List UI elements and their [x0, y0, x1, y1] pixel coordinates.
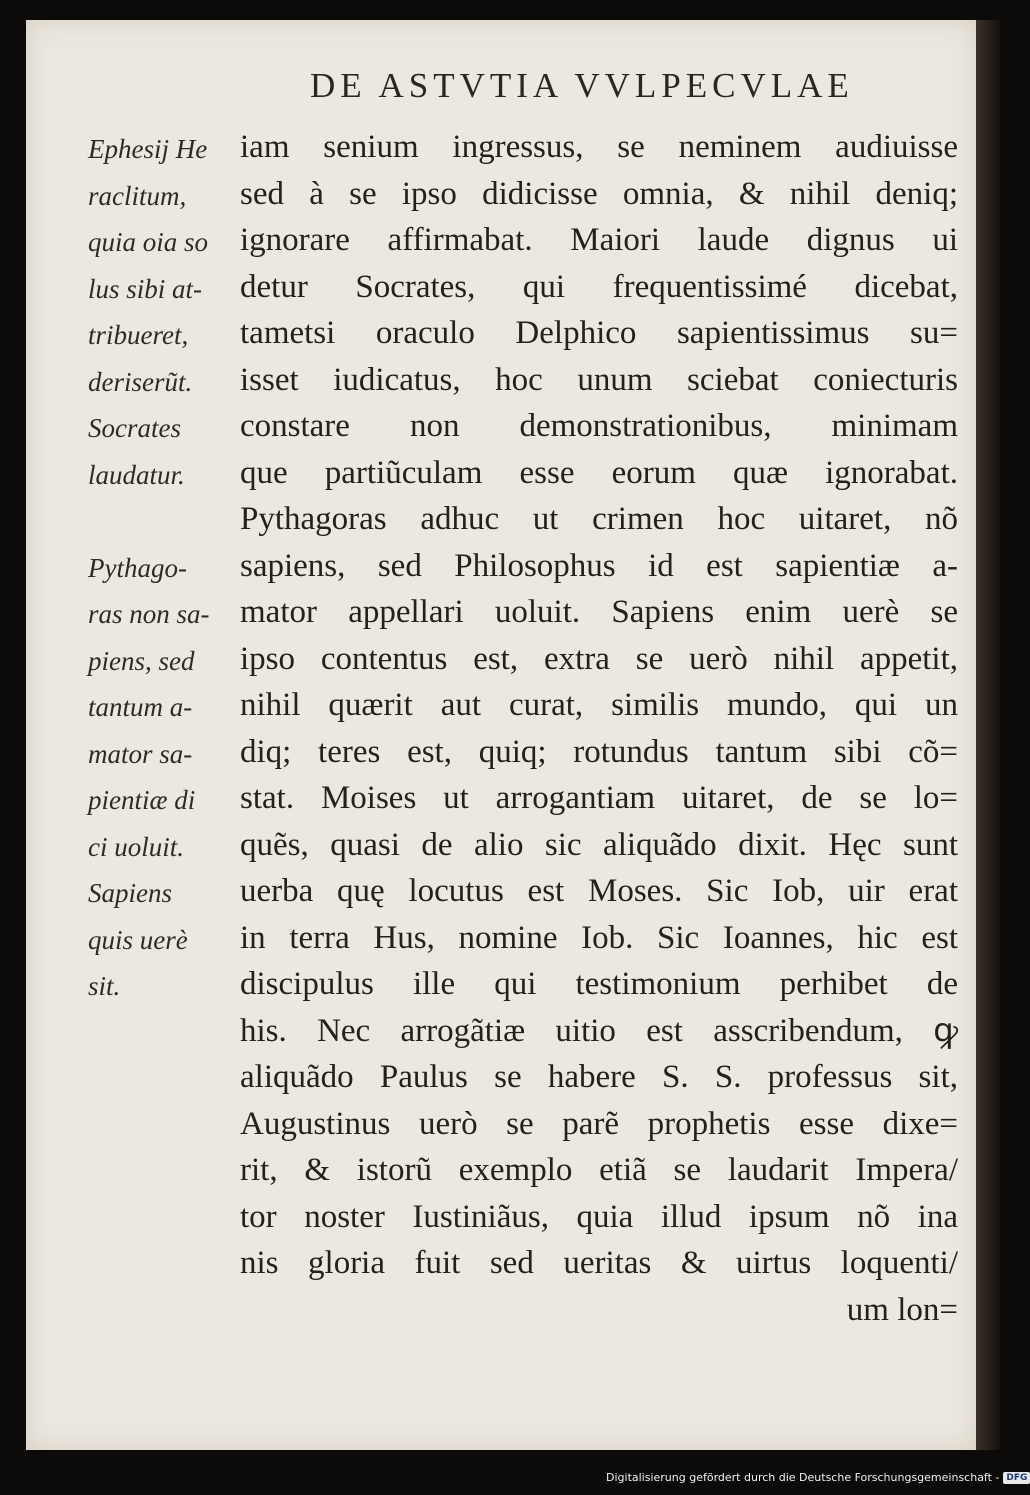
margin-note-line: lus sibi at-: [88, 273, 203, 304]
margin-note-gap: [88, 498, 238, 545]
margin-note-line: Pythago-: [88, 552, 187, 583]
margin-note-line: Ephesij He: [88, 134, 208, 164]
text-line: discipulus ille qui testimonium perhibet de: [240, 966, 958, 1002]
footer-credit-text: Digitalisierung gefördert durch die Deutsche Forschungsgemeinschaft -: [606, 1471, 1000, 1484]
margin-note-line: Sapiens: [88, 878, 172, 908]
text-line: Pythagoras adhuc ut crimen hoc uitaret, nõ: [240, 501, 958, 537]
margin-note-line: tribueret,: [88, 320, 189, 350]
text-line: aliquãdo Paulus se habere S. S. professus sit,: [240, 1059, 958, 1095]
digitization-footer: [606, 1471, 1028, 1484]
margin-note-line: quis uerè: [88, 924, 188, 955]
margin-note-line: tantum a-: [88, 692, 193, 722]
text-line: Augustinus uerò se parẽ prophetis esse dixe=: [240, 1105, 958, 1142]
margin-note-line: mator sa-: [88, 738, 193, 769]
text-line: nihil quærit aut curat, similis mundo, qui un: [240, 687, 958, 723]
text-line: ipso contentus est, extra se uerò nihil appetit,: [240, 640, 958, 677]
text-line: tor noster Iustiniãus, quia illud ipsum nõ ina: [240, 1198, 958, 1235]
main-text-block: [240, 124, 958, 1333]
text-line: mator appellari uoluit. Sapiens enim uerè se: [240, 594, 958, 630]
margin-note-line: ci uoluit.: [88, 831, 184, 862]
running-head: DE ASTVTIA VVLPECVLAE: [310, 66, 854, 105]
text-line: tametsi oraculo Delphico sapientissimus su=: [240, 315, 958, 351]
margin-note-line: ras non sa-: [88, 599, 210, 629]
text-line: quẽs, quasi de alio sic aliquãdo dixit. Hęc sunt: [240, 826, 958, 863]
margin-note-line: pientiæ di: [88, 785, 196, 815]
catchword: um lon=: [846, 1291, 958, 1328]
text-line: iam senium ingressus, se neminem audiuisse: [240, 129, 958, 165]
text-line: rit, & istorũ exemplo etiã se laudarit Impera/: [240, 1152, 958, 1188]
dfg-logo-icon: DFG: [1003, 1472, 1030, 1484]
text-line: sed à se ipso didicisse omnia, & nihil deniq;: [240, 175, 958, 212]
text-line: in terra Hus, nomine Iob. Sic Ioannes, hic est: [240, 919, 958, 956]
text-line: sapiens, sed Philosophus id est sapientiæ a-: [240, 547, 958, 584]
margin-note-line: laudatur.: [88, 459, 185, 490]
margin-note-line: quia oia so: [88, 227, 209, 257]
text-line: uerba quę locutus est Moses. Sic Iob, uir erat: [240, 873, 958, 909]
marginal-notes: [88, 126, 238, 1010]
text-line: ignorare affirmabat. Maiori laude dignus ui: [240, 222, 958, 258]
page-edge-shadow: [976, 20, 1000, 1450]
text-line: que partiũculam esse eorum quæ ignorabat.: [240, 454, 958, 491]
margin-note-line: piens, sed: [88, 645, 195, 676]
text-line: detur Socrates, qui frequentissimé dicebat,: [240, 268, 958, 305]
margin-note-line: deriserũt.: [88, 366, 193, 397]
margin-note-line: sit.: [88, 971, 121, 1001]
margin-note-line: Socrates: [88, 413, 181, 443]
text-line: his. Nec arrogãtiæ uitio est asscribendum, ꝙ: [240, 1012, 958, 1049]
text-line: stat. Moises ut arrogantiam uitaret, de se lo=: [240, 780, 958, 816]
margin-note-line: raclitum,: [88, 180, 187, 211]
text-line: constare non demonstrationibus, minimam: [240, 408, 958, 444]
text-line: isset iudicatus, hoc unum sciebat coniecturis: [240, 361, 958, 398]
text-line: diq; teres est, quiq; rotundus tantum sibi cõ=: [240, 733, 958, 770]
text-line: nis gloria fuit sed ueritas & uirtus loquenti/: [240, 1245, 958, 1281]
